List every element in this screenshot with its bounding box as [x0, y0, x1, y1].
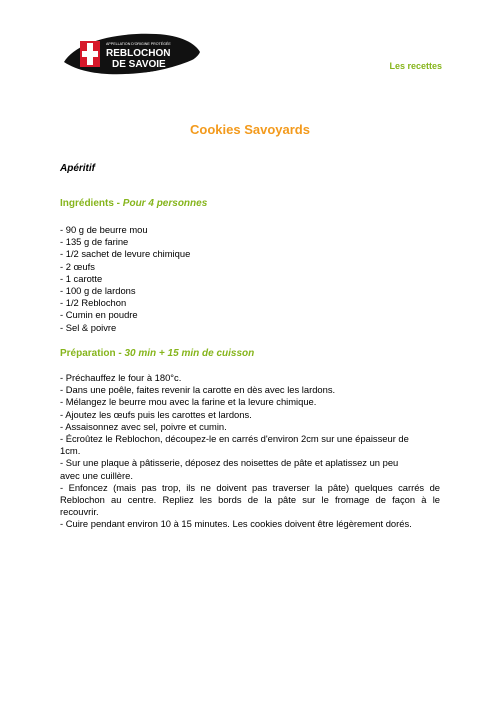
ingredient-item: - 1 carotte [60, 272, 103, 284]
ingredient-item: - 135 g de farine [60, 236, 129, 248]
ingredients-heading [60, 198, 207, 209]
ingredient-item: - 1/2 sachet de levure chimique [60, 248, 191, 260]
step-line: 1cm. [60, 445, 81, 457]
step-line: - Cuire pendant environ 10 à 15 minutes. Les cookies doivent être légèrement dorés. [60, 518, 412, 530]
course-label: Apéritif [60, 163, 95, 174]
step-line: - Assaisonnez avec sel, poivre et cumin. [60, 420, 227, 432]
step-line: recouvrir. [60, 506, 99, 518]
recipe-title: Cookies Savoyards [190, 122, 310, 137]
ingredient-item: - 2 œufs [60, 260, 95, 272]
ingredient-item: - Sel & poivre [60, 321, 117, 333]
reblochon-de-savoie-logo [56, 30, 202, 82]
brand-top-text: APPELLATION D'ORIGINE PROTÉGÉE [106, 42, 171, 46]
ingredient-item: - 1/2 Reblochon [60, 297, 127, 309]
ingredients-servings: Pour 4 personnes [122, 198, 208, 209]
step-line: - Préchauffez le four à 180°c. [60, 372, 182, 383]
ingredient-item: - 100 g de lardons [60, 285, 136, 297]
step-line: - Sur une plaque à pâtisserie, déposez des noisettes de pâte et aplatissez un peu [60, 457, 399, 469]
step-line: - Enfoncez (mais pas trop, ils ne doivent pas traverser la pâte) quelques carrés de [60, 481, 440, 493]
preparation-heading [60, 348, 254, 359]
step-line: Reblochon au centre. Repliez les bords de la pâte sur le fromage de façon à le [60, 494, 440, 506]
step-line: - Mélangez le beurre mou avec la farine et la levure chimique. [60, 396, 317, 408]
ingredient-item: - Cumin en poudre [60, 309, 138, 321]
nav-label-les-recettes[interactable]: Les recettes [389, 61, 442, 71]
step-line: avec une cuillère. [60, 469, 133, 481]
brand-line1: REBLOCHON [106, 48, 171, 59]
brand-line2: DE SAVOIE [112, 59, 166, 70]
ingredients-list [60, 224, 190, 334]
preparation-steps [60, 372, 440, 531]
ingredient-item: - 90 g de beurre mou [60, 224, 148, 235]
ingredients-heading-label: Ingrédients - [60, 198, 123, 209]
step-line: - Écroûtez le Reblochon, découpez-le en carrés d'environ 2cm sur une épaisseur de [60, 433, 409, 445]
step-line: - Ajoutez les œufs puis les carottes et lardons. [60, 408, 252, 420]
step-line: - Dans une poêle, faites revenir la carotte en dès avec les lardons. [60, 384, 336, 396]
preparation-time: 30 min + 15 min de cuisson [124, 348, 255, 359]
preparation-heading-label: Préparation - [60, 348, 125, 359]
